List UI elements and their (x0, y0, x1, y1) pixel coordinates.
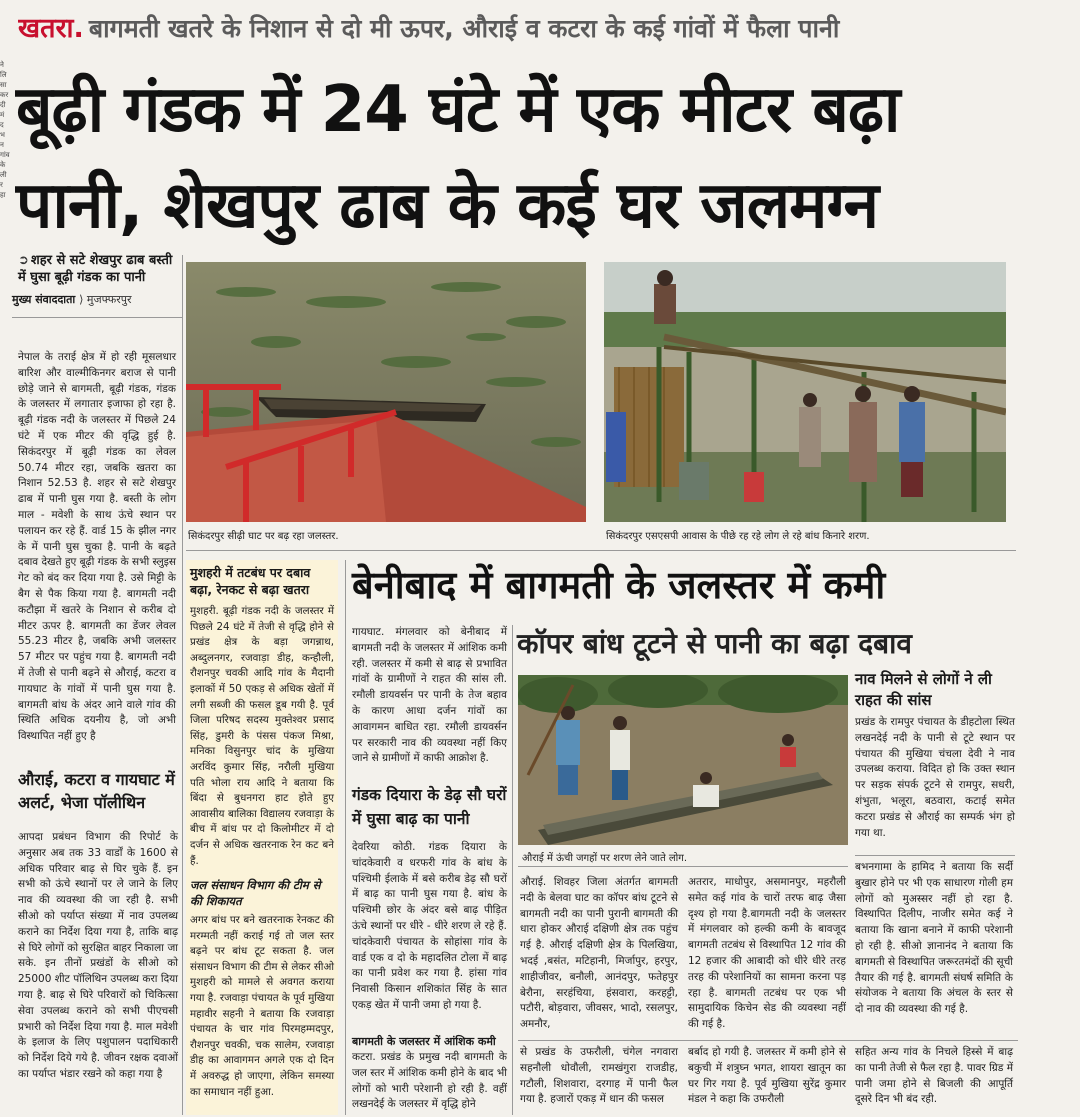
bullet-arrow-icon: ➲ (18, 253, 29, 268)
mushahari-subhead: मुशहरी में तटबंध पर दबाव बढ़ा, रेनकट से बढ़ा खतरा (190, 565, 311, 597)
boat-relief-subhead: नाव मिलने से लोगों ने ली राहत की सांस (855, 670, 992, 709)
photo-ghat-steps (186, 262, 586, 522)
photo-boat-rescue (518, 675, 848, 845)
mushahari-body-2: अगर बांध पर बने खतरनाक रेनकट की मरम्मती नहीं कराई गई तो जल स्तर बढ़ने पर बांध टूट सकता है. जल संसाधन विभाग की टीम से लेकर सीओ मुशहरी को मामले से अवगत कराया गया है. रजवाड़ा पंचायत के पूर्व मुखिया महावीर सहनी ने बताया कि रजवाड़ा पंचायत के चार गांव पिरमहम्मदपुर, रौशनपुर चवकी, चक सालेम, रजवाड़ा डीह का आवागमन अगले एक दो दिन में अवरुद्ध हो जाएगा, लेकिन समस्या का समाधान नहीं हुआ. (190, 914, 334, 1098)
left-subhead: औराई, कटरा व गायघाट में अलर्ट, भेजा पॉलीथिन (18, 770, 175, 812)
photo-bamboo-shelter (604, 262, 1006, 522)
gayghat-body: गायघाट. मंगलवार को बेनीबाद में बागमती नदी के जलस्तर में आंशिक कमी रही. जलस्तर में कमी से बाढ़ से प्रभावित गांवों के ग्रामीणों ने राहत की सांस ली. रमौली डायवर्सन पर पानी के तेज बहाव के कारण आधा दर्जन गांवों का आवागमन बाधित रहा. रमौली डायवर्सन पर सरकारी नाव की व्यवस्था नहीं किए जाने से ग्रामीणों में काफी आक्रोश है. (352, 626, 507, 765)
mushahari-body-1: मुशहरी. बूढ़ी गंडक नदी के जलस्तर में पिछले 24 घंटे में तेजी से वृद्धि होने से प्रखंड क्षेत्र के बड़ा जगन्नाथ, अब्दुलनगर, रजवाड़ा डीह, कन्हौली, रौशनपुर चवकी आदि गांव के मैदानी इलाकों में 50 एकड़ से अधिक खेतों में लगी सब्जी की फसल डूब गयी है. पूर्व जिला परिषद सदस्य मुक्तेश्वर प्रसाद सिंह, डुमरी के पंसस पंकज मिश्रा, मनिका विसुनपुर चांद के मुखिया अरविंद कुमार सिंह, नरौली मुखिया पति भोला राय आदि ने बताया कि बिंदा से बुधनगरा हाट होते हुए आवासीय बालिका विद्यालय रजवाड़ा के बीच में बांध पर दो किलोमीटर में दो दर्जन से अधिक खतरनाक रेन कट बने हैं. (190, 605, 334, 867)
left-story-body-2: आपदा प्रबंधन विभाग की रिपोर्ट के अनुसार अब तक 33 वार्डों के 1600 से अधिक परिवार बाढ़ से घिर चुके हैं. इन सभी को ऊंचे स्थानों पर ले जाने के लिए नाव की व्यवस्था की जा रही है. सभी सीओ को पर्याप्त संख्या में नाव उपलब्ध कराने का निर्देश दिया गया है, ताकि बाढ़ से घिरे लोगों को सुरक्षित बाहर निकाला जा सके. इन तीनों प्रखंडों के सीओ को 25000 शीट पॉलिथिन उपलब्ध करा दिया गया है. बाढ़ से घिरे परिवारों को चिकित्सा सेवा उपलब्ध कराने को सभी पीएचसी प्रभारी को निर्देश दिया गया है. माल मवेशी के इलाज के लिए पशुपालन पदाधिकारी को निर्देश दिये गये है. जीवन रक्षक दवाओं का पर्याप्त भंडार रखने को कहा गया है (18, 831, 178, 1080)
column-divider (345, 560, 346, 1115)
bagmati-subhead: बागमती के जलस्तर में आंशिक कमी (352, 1035, 496, 1048)
bottom-body-3: सहित अन्य गांव के निचले हिस्से में बाढ़ का पानी तेजी से फैल रहा है. पावर ग्रिड में पानी जमा होने से बिजली की आपूर्ति दूसरे दिन भी बंद रही. (855, 1046, 1013, 1106)
bottom-body-1: से प्रखंड के उफरौली, चंगेल नगवारा सहनौली धोवौली, रामखंगुरा राजडीह, गटौली, शिशवारा, दरगाह में पानी फैल गया है. हजारों एकड़ में धान की फसल (520, 1046, 678, 1106)
photo-1-caption: सिकंदरपुर सीढ़ी घाट पर बढ़ रहा जलस्तर. (188, 531, 339, 542)
left-subdeck: ➲ शहर से सटे शेखपुर ढाब बस्ती में घुसा बूढ़ी गंडक का पानी (18, 253, 173, 285)
horizontal-rule (855, 855, 1015, 856)
kicker-line (18, 8, 1068, 58)
headline-line-2: पानी, शेखपुर ढाब के कई घर जलमग्न (16, 169, 878, 243)
horizontal-rule (518, 1040, 1018, 1041)
left-column-header (12, 252, 182, 318)
beniabad-deck: कॉपर बांध टूटने से पानी का बढ़ा दबाव (517, 627, 912, 660)
left-story-body: नेपाल के तराई क्षेत्र में हो रही मूसलधार बारिश और वाल्मीकिनगर बराज से पानी छोड़े जाने से बागमती, बूढ़ी गंडक, गंडक के जलस्तर में लगातार इजाफा हो रहा है. बूढ़ी गंडक नदी के जलस्तर में पिछले 24 घंटे में एक मीटर की वृद्धि हुई है. सिकंदरपुर में बूढ़ी गंडक का लेवल 50.74 मीटर रहा, जबकि खतरा का निशान 52.53 है. शहर से सटे शेखपुर ढाब में पानी घुस गया है. बस्ती के लोग माल - मवेशी के साथ ऊंचे स्थान पर पलायन कर रहे हैं. वार्ड 15 के झील नगर के में पानी घुस चुका है. पानी के बढ़ते दबाव देखते हुए बूढ़ी गंडक के सभी स्लुइस गेट को बंद कर दिया गया है. उसे मिट्टी के बैग से पैक किया गया है. बागमती नदी कटौझा में खतरे के निशान से करीब दो मीटर ऊपर है. बागमती का डेंजर लेवल 55.23 मीटर है, जबकि अभी जलस्तर 57 मीटर पर पहुंच गया है. बागमती नदी में तेजी से पानी बढ़ने से औराई, कटरा व गायघाट के गांवों में पानी घुस गया है. बागमती बांध के अंदर आने वाले गांव की स्थिति अधिक दयनीय है, जो अभी विस्थापित नहीं हुए है (18, 351, 176, 743)
column-divider (512, 625, 513, 1115)
kicker-label: खतरा. (18, 13, 84, 44)
photo-3-caption: औराई में ऊंची जगहों पर शरण लेने जाते लोग. (522, 853, 688, 864)
mushahari-subhead-2: जल संसाधन विभाग की टीम से की शिकायत (190, 878, 321, 909)
boat-relief-body: प्रखंड के रामपुर पंचायत के डीहटोला स्थित लखनदेई नदी के पानी से टूटे स्थान पर पंचायत की मुखिया चंचला देवी ने नाव उपलब्ध कराया. विदित हो कि उक्त स्थान पर सड़क संपर्क टूटने से रामपुर, सधरी, शंभुता, भलूरा, बठवारा, कटाई समेत कटरा प्रखंड से औराई का सम्पर्क भंग हो गया था. (855, 716, 1015, 839)
aurai-body: औराई. शिवहर जिला अंतर्गत बागमती नदी के बेलवा घाट का कॉपर बांध टूटने से बागमती नदी का पानी पुरानी बागमती की धारा होकर औराई दक्षिणी क्षेत्र तक पहुंच गई है. औराई दक्षिणी क्षेत्र के पिलखिया, भदई ,बसंत, मटिहानी, मिर्जापुर, हरपुर, शाहीजीवर, बनौली, आनंदपुर, फतेहपुर बेरौना, सरहंचिया, हंसवारा, करहट्टी, पटौरी, बोड़वारा, जीवसर, भादो, रसलपुर, अमनौर, (520, 876, 678, 1031)
horizontal-rule (518, 866, 848, 867)
devariya-body: देवरिया कोठी. गंडक दियारा के चांदकेवारी व धरफरी गांव के बांध के पश्चिमी ईलाके में बसे करीब डेढ़ सौ घरों में बाढ़ का पानी घुस गया है. बांध के पश्चिमी छोर के अंदर बसे बाढ़ पीड़ित ऊंचे स्थानों पर धीरे - धीरे शरण ले रहे हैं. चांदकेवारी पंचायत के सोहांसा गांव के वार्ड एक व दो के महादलित टोला में बाढ़ का पानी प्रवेश कर गया है. हांसा गांव निवासी किसान शशिकांत सिंह के सात एकड़ खेत में पानी जमा हो गया है. (352, 841, 507, 1011)
main-headline (16, 62, 1066, 254)
column-divider (182, 255, 183, 1115)
bottom-body-2: बर्बाद हो गयी है. जलस्तर में कमी होने से बकुची में शत्रुघ्न भगत, शायरा खातून का घर गिर गया है. पूर्व मुखिया सुरेंद्र कुमार मंडल ने कहा कि उफरौली (688, 1046, 846, 1106)
photo-2-caption: सिकंदरपुर एसएसपी आवास के पीछे रह रहे लोग ले रहे बांध किनारे शरण. (606, 531, 870, 542)
atrar-body: अतरार, माधोपुर, असमानपुर, महरौली समेत कई गांव के चारों तरफ बाढ़ जैसा दृश्य हो गया है.बागमती नदी के जलस्तर में मंगलवार को हल्की कमी के बावजूद बागमती तटबंध से विस्थापित 12 गांव की 12 हजार की आबादी को धीरे धीरे तरह तरह की परेशानियों का सामना करना पड़ रहा है. बागमती तटबंध पर एक भी सामुदायिक किचेन सेड की व्यवस्था नहीं की गई है. (688, 876, 846, 1031)
mushahari-story-box (186, 560, 338, 1115)
kicker-text: बागमती खतरे के निशान से दो मी ऊपर, औराई व कटरा के कई गांवों में फैला पानी (88, 14, 840, 43)
gutter-margin-text: ने लि सा कर दी मं द भ न गांव के ली र हा (0, 61, 10, 199)
headline-line-1: बूढ़ी गंडक में 24 घंटे में एक मीटर बढ़ा (16, 73, 900, 147)
byline-location: मुजफ्फरपुर (86, 293, 132, 306)
byline-author: मुख्य संवाददाता (12, 293, 76, 306)
byline (12, 292, 182, 318)
gandak-subhead: गंडक दियारा के डेढ़ सौ घरों में घुसा बाढ़ का पानी (352, 786, 507, 828)
byline-location-icon: ⟩ (79, 293, 87, 306)
beniabad-headline: बेनीबाद में बागमती के जलस्तर में कमी (352, 563, 886, 607)
babhangama-body: बभनगामा के हामिद ने बताया कि सर्दी बुखार होने पर भी एक साधारण गोली हम लोगों को मुअस्सर नहीं हो रहा है. विस्थापित दिलीप, नाजीर समेत कई ने बताया कि खाना बनाने में काफी परेशानी हो रही है. सीओ ज्ञानानंद ने बताया कि बागमती से विस्थापित जरूरतमंदों की सूची तैयार की गई है. बागमती संघर्ष समिति के संयोजक ने बताया कि अंचल के स्तर से दो नाव की व्यवस्था की गई है. (855, 861, 1013, 1016)
horizontal-rule (186, 550, 1016, 551)
katra-body: कटरा. प्रखंड के प्रमुख नदी बागमती के जल स्तर में आंशिक कमी होने के बाद भी लोगों को भारी परेशानी हो रही है. वहीं लखनदेई के जलस्तर में वृद्धि होने (352, 1051, 507, 1111)
